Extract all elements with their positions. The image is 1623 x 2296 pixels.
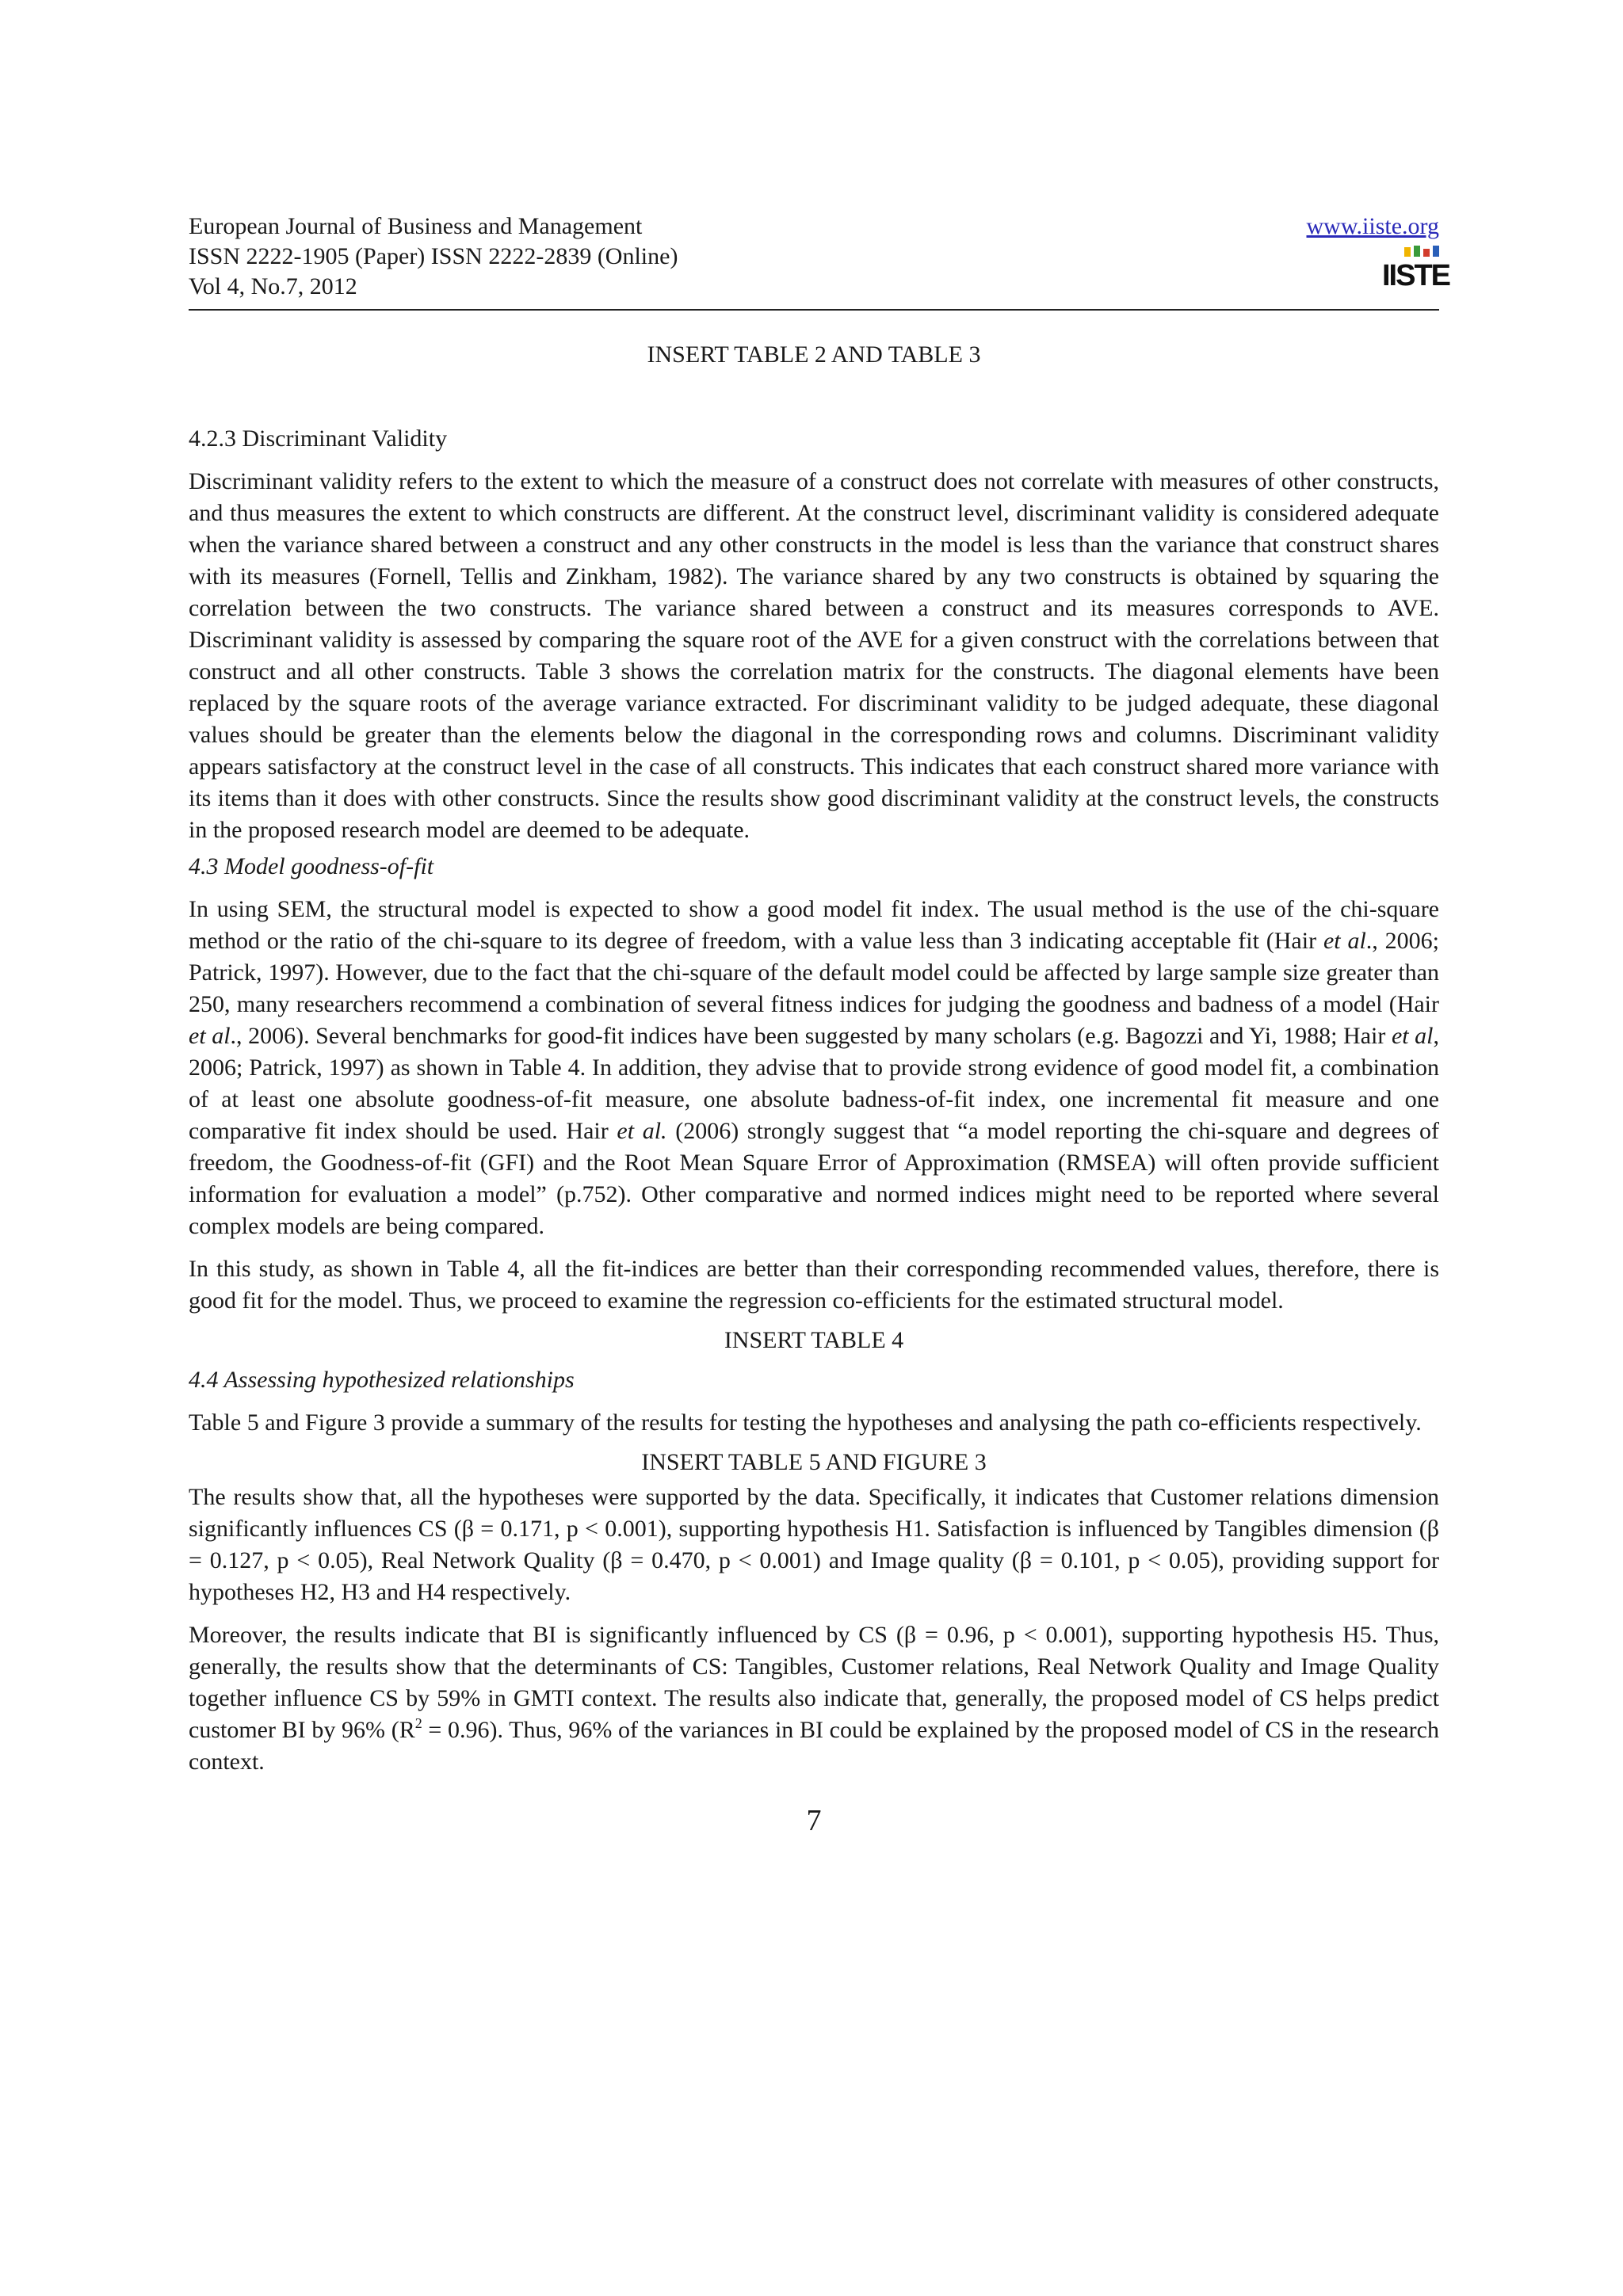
text-run: ., 2006; Patrick, 1997). However, due to the fact that the chi-square of the default model could be affected by large sample size greater than 250, many researchers recommend a combination of several fitness indices for judging the goodness and badness of a model (Hair [189, 928, 1439, 1017]
volume-line: Vol 4, No.7, 2012 [189, 273, 357, 299]
insert-table-2-3: INSERT TABLE 2 AND TABLE 3 [647, 341, 981, 368]
issn-line: ISSN 2222-1905 (Paper) ISSN 2222-2839 (Online) [189, 243, 678, 269]
journal-title: European Journal of Business and Management [189, 213, 643, 239]
discriminant-validity-paragraph: Discriminant validity refers to the extent to which the measure of a construct does not correlate with measures of other constructs, and thus measures the extent to which constructs are different. At the construct level, discriminant validity is considered adequate when the variance shared between a construct and any other constructs in the model is less than the variance that construct shares with its measures (Fornell, Tellis and Zinkham, 1982). The variance shared by any two constructs is obtained by squaring the correlation between the two constructs. The variance shared between a construct and its measures corresponds to AVE. Discriminant validity is assessed by comparing the square root of the AVE for a given construct with the correlations between that construct and all other constructs. Table 3 shows the correlation matrix for the constructs. The diagonal elements have been replaced by the square roots of the average variance extracted. For discriminant validity to be judged adequate, these diagonal values should be greater than the elements below the diagonal in the corresponding rows and columns. Discriminant validity appears satisfactory at the construct level in the case of all constructs. This indicates that each construct shared more variance with its items than it does with other constructs. Since the results show good discriminant validity at the construct levels, the constructs in the proposed research model are deemed to be adequate. [189, 468, 1439, 843]
text-run: ., 2006). Several benchmarks for good-fit indices have been suggested by many scholars (e.g. Bagozzi and Yi, 1988; Hair [230, 1023, 1392, 1049]
text-run-italic: et al [189, 1023, 231, 1049]
model-fit-paragraph-2: In this study, as shown in Table 4, all the fit-indices are better than their corresponding recommended values, therefore, there is good fit for the model. Thus, we proceed to examine the regression co-efficients for the estimated structural model. [189, 1256, 1439, 1314]
page-number: 7 [806, 1804, 822, 1837]
logo-bar [1404, 247, 1411, 257]
text-run: In using SEM, the structural model is expected to show a good model fit index. The usual method is the use of the chi-square method or the ratio of the chi-square to its degree of freedom, with a value less than 3 indicating acceptable fit (Hair [189, 896, 1439, 954]
iiste-logo [1382, 246, 1450, 303]
section-heading-4-2-3: 4.2.3 Discriminant Validity [189, 425, 448, 452]
text-run-italic: et al. [617, 1118, 667, 1144]
logo-bars [1382, 246, 1439, 257]
insert-table-4: INSERT TABLE 4 [724, 1327, 904, 1353]
text-run: (2006) strongly suggest that “a model reporting the chi-square and degrees of freedom, the Goodness-of-fit (GFI) and the Root Mean Square Error of Approximation (RMSEA) will often provide sufficient information for evaluation a model” (p.752). Other comparative and normed indices might need to be reported where several complex models are being compared. [189, 1118, 1439, 1239]
section-heading-4-3: 4.3 Model goodness-of-fit [189, 853, 434, 879]
logo-text: IISTE [1382, 259, 1450, 292]
logo-bar [1423, 249, 1430, 257]
section-heading-4-4: 4.4 Assessing hypothesized relationships [189, 1367, 575, 1393]
logo-bar [1433, 246, 1439, 257]
website-link[interactable]: www.iiste.org [1306, 213, 1439, 239]
page-header [189, 208, 1450, 311]
page [189, 208, 1450, 1838]
text-run: = 0.96). Thus, 96% of the variances in BI could be explained by the proposed model of CS in the research context. [189, 1717, 1439, 1775]
hypotheses-paragraph: Table 5 and Figure 3 provide a summary of the results for testing the hypotheses and analysing the path co-efficients respectively. [189, 1409, 1422, 1436]
text-run-italic: et al [1323, 928, 1366, 954]
header-right [1307, 212, 1440, 242]
insert-table-5-figure-3: INSERT TABLE 5 AND FIGURE 3 [641, 1449, 987, 1475]
model-fit-paragraph-1 [189, 894, 1439, 1242]
text-run: , 2006; Patrick, 1997) as shown in Table 4. In addition, they advise that to provide strong evidence of good model fit, a combination of at least one absolute goodness-of-fit measure, one absolute badness-of-fit index, one incremental fit measure and one comparative fit index should be used. Hair [189, 1023, 1439, 1144]
text-run: Moreover, the results indicate that BI is significantly influenced by CS (β = 0.96, p < 0.001), supporting hypothesis H5. Thus, generally, the results show that the determinants of CS: Tangibles, Customer relations, Real Network Quality and Image Quality together influence CS by 59% in GMTI context. The results also indicate that, generally, the proposed model of CS helps predict customer BI by 96% (R [189, 1622, 1439, 1743]
logo-bar [1414, 246, 1420, 257]
results-paragraph-2 [189, 1619, 1439, 1778]
text-run-italic: et al [1391, 1023, 1434, 1049]
journal-info [189, 212, 678, 302]
superscript: 2 [414, 1715, 422, 1731]
results-paragraph-1: The results show that, all the hypotheses were supported by the data. Specifically, it indicates that Customer relations dimension significantly influences CS (β = 0.171, p < 0.001), supporting hypothesis H1. Satisfaction is influenced by Tangibles dimension (β = 0.127, p < 0.05), Real Network Quality (β = 0.470, p < 0.001) and Image quality (β = 0.101, p < 0.05), providing support for hypotheses H2, H3 and H4 respectively. [189, 1484, 1439, 1605]
